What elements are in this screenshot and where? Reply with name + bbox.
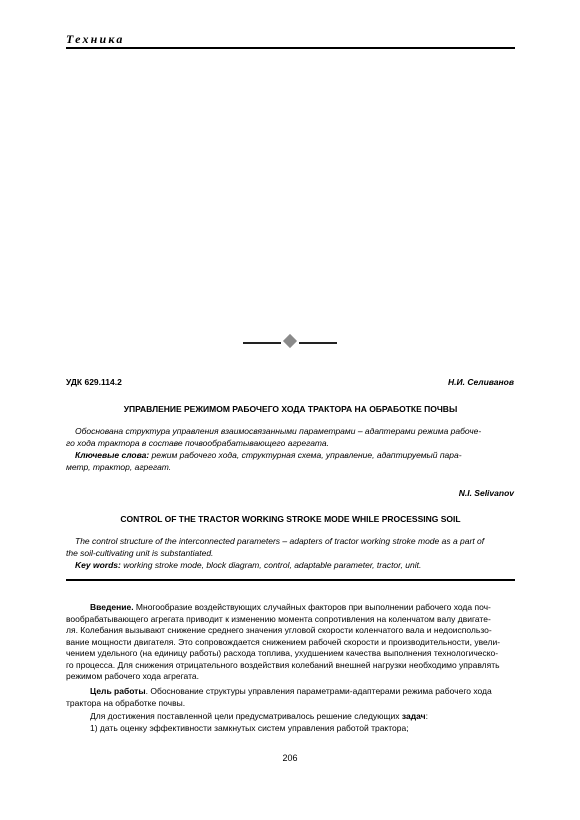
intro-line-7: режимом рабочего хода агрегата. [66, 671, 199, 681]
intro-line-4: вание мощности двигателя. Это сопровождается снижением рабочей скорости и производительности, увели- [66, 636, 501, 647]
task-1: 1) дать оценку эффективности замкнутых систем управления работой трактора; [90, 722, 409, 733]
title-ru: УПРАВЛЕНИЕ РЕЖИМОМ РАБОЧЕГО ХОДА ТРАКТОРА НА ОБРАБОТКЕ ПОЧВЫ [123, 404, 458, 414]
tasks-colon: : [425, 711, 428, 721]
intro-paragraph [66, 602, 515, 683]
keywords-en [66, 560, 515, 572]
tasks-line [66, 711, 515, 723]
abstract-en [66, 536, 515, 559]
section-rule [66, 579, 515, 581]
author-en: N.I. Selivanov [458, 488, 514, 498]
udk-code: УДК 629.114.2 [66, 377, 122, 387]
intro-line-1 [66, 602, 515, 614]
intro-line-2: вообрабатывающего агрегата приводит к изменению момента сопротивления на коленчатом валу двигате- [66, 613, 491, 624]
page-number: 206 [282, 753, 298, 763]
abstract-en-line-1: The control structure of the interconnected parameters – adapters of tractor working stroke mode as a part of [75, 536, 485, 546]
title-en: CONTROL OF THE TRACTOR WORKING STROKE MODE WHILE PROCESSING SOIL [120, 514, 461, 524]
intro-text-1: Многообразие воздействующих случайных факторов при выполнении рабочего хода поч- [133, 602, 491, 612]
tasks-text: Для достижения поставленной цели предусматривалось решение следующих [90, 711, 402, 721]
ornament-right-line [299, 342, 337, 344]
goal-line-2: трактора на обработке почвы. [66, 697, 186, 708]
goal-label: Цель работы [90, 686, 146, 696]
intro-line-6: го процесса. Для снижения отрицательного воздействия колебаний внешней нагрузки необходимо управлять [66, 659, 500, 670]
tasks-label: задач [401, 711, 426, 721]
ornament-diamond-icon [283, 334, 297, 348]
abstract-ru [66, 426, 515, 449]
keywords-en-label: Key words: [75, 560, 121, 570]
intro-label: Введение. [90, 602, 134, 612]
keywords-ru [66, 450, 515, 473]
intro-line-5: чением удельного (на единицу работы) расхода топлива, ухудшением качества выполнения технологическо- [66, 648, 499, 658]
intro-line-3: ля. Колебания вызывают снижение среднего значения угловой скорости коленчатого вала и недоиспользо- [66, 625, 492, 635]
keywords-en-text: working stroke mode, block diagram, control, adaptable parameter, tractor, unit. [120, 560, 422, 570]
journal-section-header: Техника [66, 32, 125, 46]
abstract-en-line-2: the soil-cultivating unit is substantiated. [66, 547, 214, 558]
goal-line-1 [66, 686, 515, 698]
keywords-ru-line-2: метр, трактор, агрегат. [66, 461, 172, 472]
keywords-en-line [66, 560, 515, 572]
keywords-ru-label: Ключевые слова: [75, 450, 150, 460]
goal-paragraph [66, 686, 515, 709]
abstract-ru-line-2: го хода трактора в составе почвообрабатывающего агрегата. [66, 437, 330, 448]
tasks-paragraph [66, 711, 515, 734]
header-rule [66, 47, 515, 49]
ornament-left-line [243, 342, 281, 344]
goal-text-1: . Обоснование структуры управления параметрами-адаптерами режима рабочего хода [145, 686, 492, 696]
abstract-ru-line-1: Обоснована структура управления взаимосвязанными параметрами – адаптерами режима рабоче- [75, 426, 482, 436]
author-ru: Н.И. Селиванов [448, 377, 514, 387]
keywords-ru-text-1: режим рабочего хода, структурная схема, управление, адаптируемый пара- [149, 450, 462, 460]
keywords-ru-line-1 [66, 450, 515, 462]
